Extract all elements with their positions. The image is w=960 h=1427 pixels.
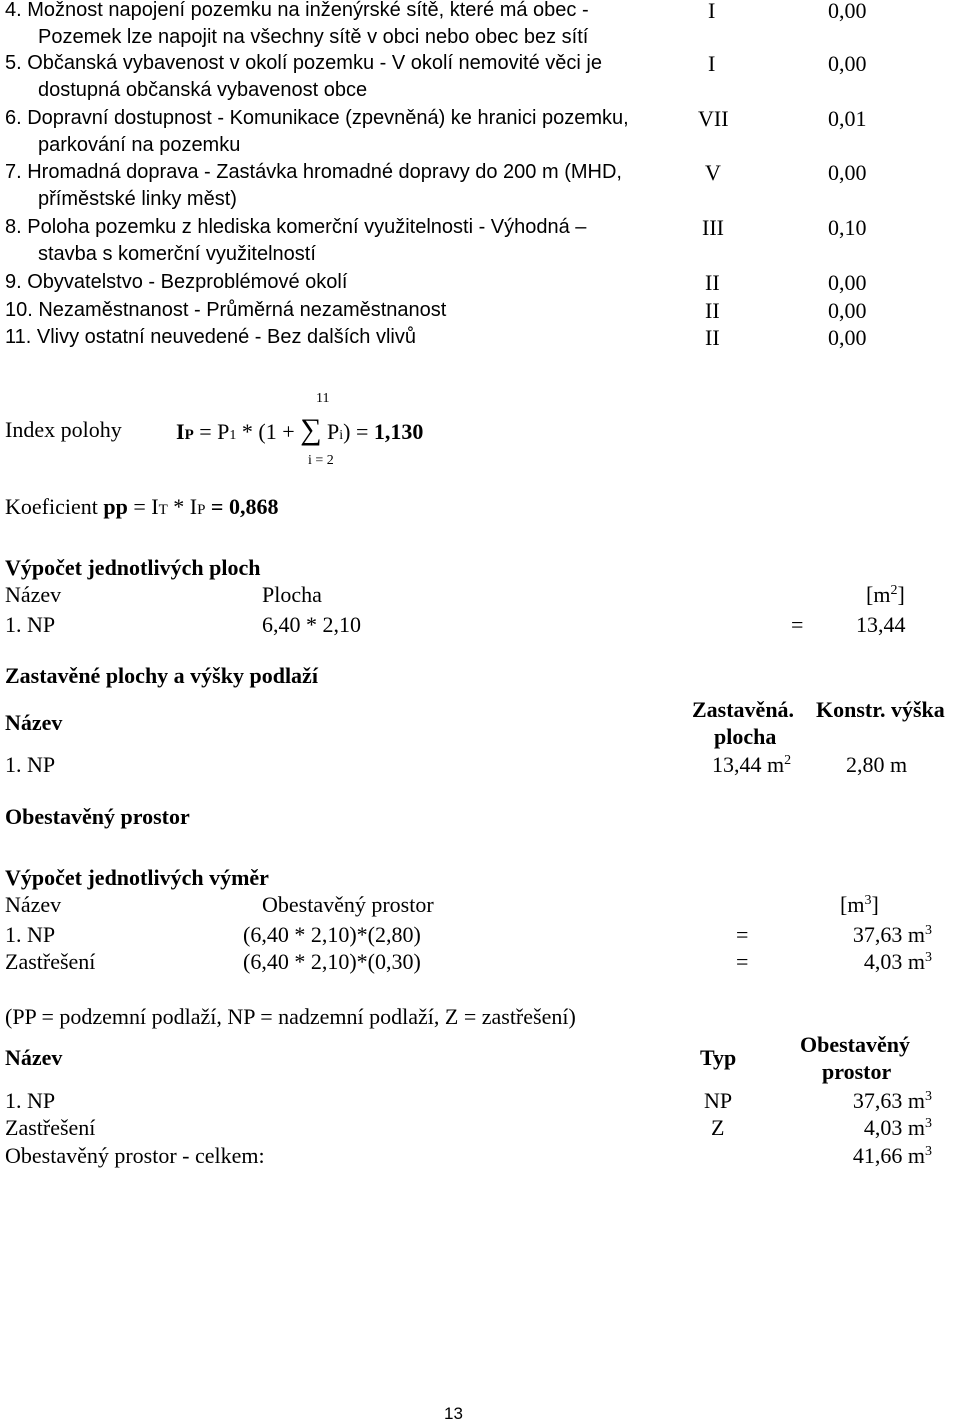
criterion-11-value: 0,00 (828, 325, 867, 350)
p1-subscript: 1 (229, 428, 237, 443)
pi-subscript: i (339, 428, 344, 443)
criterion-9-line1: 9. Obyvatelstvo - Bezproblémové okolí (5, 271, 348, 293)
summary-col-space-2: prostor (822, 1059, 892, 1084)
areas-col-unit (866, 581, 905, 608)
volumes-heading: Výpočet jednotlivých výměr (5, 865, 269, 890)
built-row-name: 1. NP (5, 752, 56, 777)
vol-value: 4,03 m (863, 949, 925, 974)
criterion-10-value: 0,00 (828, 298, 867, 323)
areas-row-formula: 6,40 * 2,10 (262, 612, 361, 637)
koef-it-sub: T (158, 502, 168, 518)
total-sup: 3 (925, 1144, 932, 1159)
criterion-8-value: 0,10 (828, 215, 867, 240)
criterion-6-line1: 6. Dopravní dostupnost - Komunikace (zpevněná) ke hranici pozemku, (5, 107, 629, 129)
built-area-sup: 2 (784, 753, 792, 768)
criterion-8-class: III (702, 215, 724, 240)
criterion-5-line1: 5. Občanská vybavenost v okolí pozemku - V okolí nemovité věci je (5, 52, 602, 74)
criterion-6-value: 0,01 (828, 106, 867, 131)
koeficient-line (5, 493, 278, 524)
areas-heading: Výpočet jednotlivých ploch (5, 555, 261, 580)
unit-bracket: ] (897, 582, 905, 607)
index-label: Index polohy (5, 417, 122, 442)
volumes-row-eq: = (736, 949, 749, 974)
built-col-area-2: plocha (714, 724, 777, 749)
unit-m: [m (866, 582, 891, 607)
abbreviations-note: (PP = podzemní podlaží, NP = nadzemní podlaží, Z = zastřešení) (5, 1004, 576, 1029)
areas-col-area: Plocha (262, 582, 322, 607)
vol-unit-m: [m (840, 892, 865, 917)
pi-symbol: P (321, 419, 340, 444)
eq-p1: = P (193, 419, 230, 444)
koef-eq-it: = I (127, 494, 159, 519)
criterion-10-line1: 10. Nezaměstnanost - Průměrná nezaměstnanost (5, 299, 447, 321)
criterion-4-line2: Pozemek lze napojit na všechny sítě v obci nebo obec bez sítí (38, 26, 589, 48)
volumes-row-eq: = (736, 922, 749, 947)
open-paren: * (1 + (236, 419, 301, 444)
areas-row-value: 13,44 (856, 612, 906, 637)
volumes-col-name: Název (5, 892, 62, 917)
criterion-8-line2: stavba s komerční využitelností (38, 243, 316, 265)
enclosed-heading: Obestavěný prostor (5, 804, 190, 829)
sum-icon: ∑ (300, 413, 322, 446)
vol-unit-bracket: ] (871, 892, 879, 917)
vol-sup: 3 (925, 923, 932, 938)
sum-value: 37,63 m (852, 1088, 925, 1113)
koef-pp: pp (103, 494, 128, 519)
volumes-row-formula: (6,40 * 2,10)*(0,30) (243, 949, 421, 974)
summary-col-type: Typ (700, 1045, 737, 1070)
volumes-row-value (864, 948, 932, 975)
summary-row-name: 1. NP (5, 1088, 56, 1113)
summary-row-type: Z (711, 1115, 725, 1140)
summary-row-value (864, 1114, 932, 1141)
criterion-5-line2: dostupná občanská vybavenost obce (38, 79, 368, 101)
criterion-4-class: I (708, 0, 716, 23)
vol-unit-sup: 3 (864, 893, 872, 908)
sum-lower-limit: i = 2 (308, 453, 334, 468)
volumes-col-space: Obestavěný prostor (262, 892, 434, 917)
vol-value: 37,63 m (852, 922, 925, 947)
summary-total-value (853, 1142, 932, 1169)
built-row-height: 2,80 m (846, 752, 908, 777)
areas-row-name: 1. NP (5, 612, 56, 637)
summary-row-name: Zastřešení (5, 1115, 96, 1140)
volumes-row-value (853, 921, 932, 948)
built-col-height: Konstr. výška (816, 697, 945, 722)
koef-ip-sub: P (197, 502, 206, 518)
close-paren: ) = (343, 419, 374, 444)
ip-symbol: I (176, 419, 185, 444)
sum-value: 4,03 m (863, 1115, 925, 1140)
summary-col-space-1: Obestavěný (800, 1032, 910, 1057)
criterion-11-line1: 11. Vlivy ostatní neuvedené - Bez dalších vlivů (5, 326, 416, 348)
koef-result: = 0,868 (205, 494, 279, 519)
ip-subscript: P (184, 427, 194, 443)
built-col-area-1: Zastavěná. (692, 697, 795, 722)
volumes-row-formula: (6,40 * 2,10)*(2,80) (243, 922, 421, 947)
summary-total-label: Obestavěný prostor - celkem: (5, 1143, 265, 1168)
built-row-area (712, 751, 791, 778)
vol-sup: 3 (925, 950, 932, 965)
index-expression (176, 413, 424, 449)
criterion-4-line1: 4. Možnost napojení pozemku na inženýrské sítě, které má obec - (5, 0, 589, 21)
built-col-name: Název (5, 710, 63, 735)
areas-col-name: Název (5, 582, 62, 607)
unit-sup: 2 (890, 583, 898, 598)
page-number: 13 (444, 1404, 463, 1423)
sum-upper-limit: 11 (316, 391, 330, 406)
criterion-9-value: 0,00 (828, 270, 867, 295)
summary-col-name: Název (5, 1045, 63, 1070)
summary-row-type: NP (704, 1088, 733, 1113)
index-result: 1,130 (373, 419, 424, 444)
criterion-5-value: 0,00 (828, 51, 867, 76)
criterion-7-value: 0,00 (828, 160, 867, 185)
criterion-10-class: II (705, 298, 720, 323)
volumes-row-name: 1. NP (5, 922, 56, 947)
sum-sup: 3 (925, 1089, 932, 1104)
koef-label: Koeficient (5, 494, 104, 519)
built-area-value: 13,44 m (712, 752, 785, 777)
criterion-7-class: V (705, 160, 721, 185)
volumes-col-unit (840, 891, 879, 918)
criterion-6-line2: parkování na pozemku (38, 134, 241, 156)
volumes-row-name: Zastřešení (5, 949, 96, 974)
criterion-5-class: I (708, 51, 716, 76)
criterion-4-value: 0,00 (828, 0, 867, 23)
summary-row-value (853, 1087, 932, 1114)
criterion-7-line1: 7. Hromadná doprava - Zastávka hromadné dopravy do 200 m (MHD, (5, 161, 622, 183)
koef-star-ip: * I (167, 494, 198, 519)
built-heading: Zastavěné plochy a výšky podlaží (5, 663, 318, 688)
criterion-9-class: II (705, 270, 720, 295)
sum-sup: 3 (925, 1116, 932, 1131)
criterion-6-class: VII (698, 106, 729, 131)
criterion-7-line2: příměstské linky měst) (38, 188, 237, 210)
criterion-11-class: II (705, 325, 720, 350)
criterion-8-line1: 8. Poloha pozemku z hlediska komerční využitelnosti - Výhodná – (5, 216, 587, 238)
areas-row-eq: = (791, 612, 804, 637)
total-value: 41,66 m (852, 1143, 925, 1168)
